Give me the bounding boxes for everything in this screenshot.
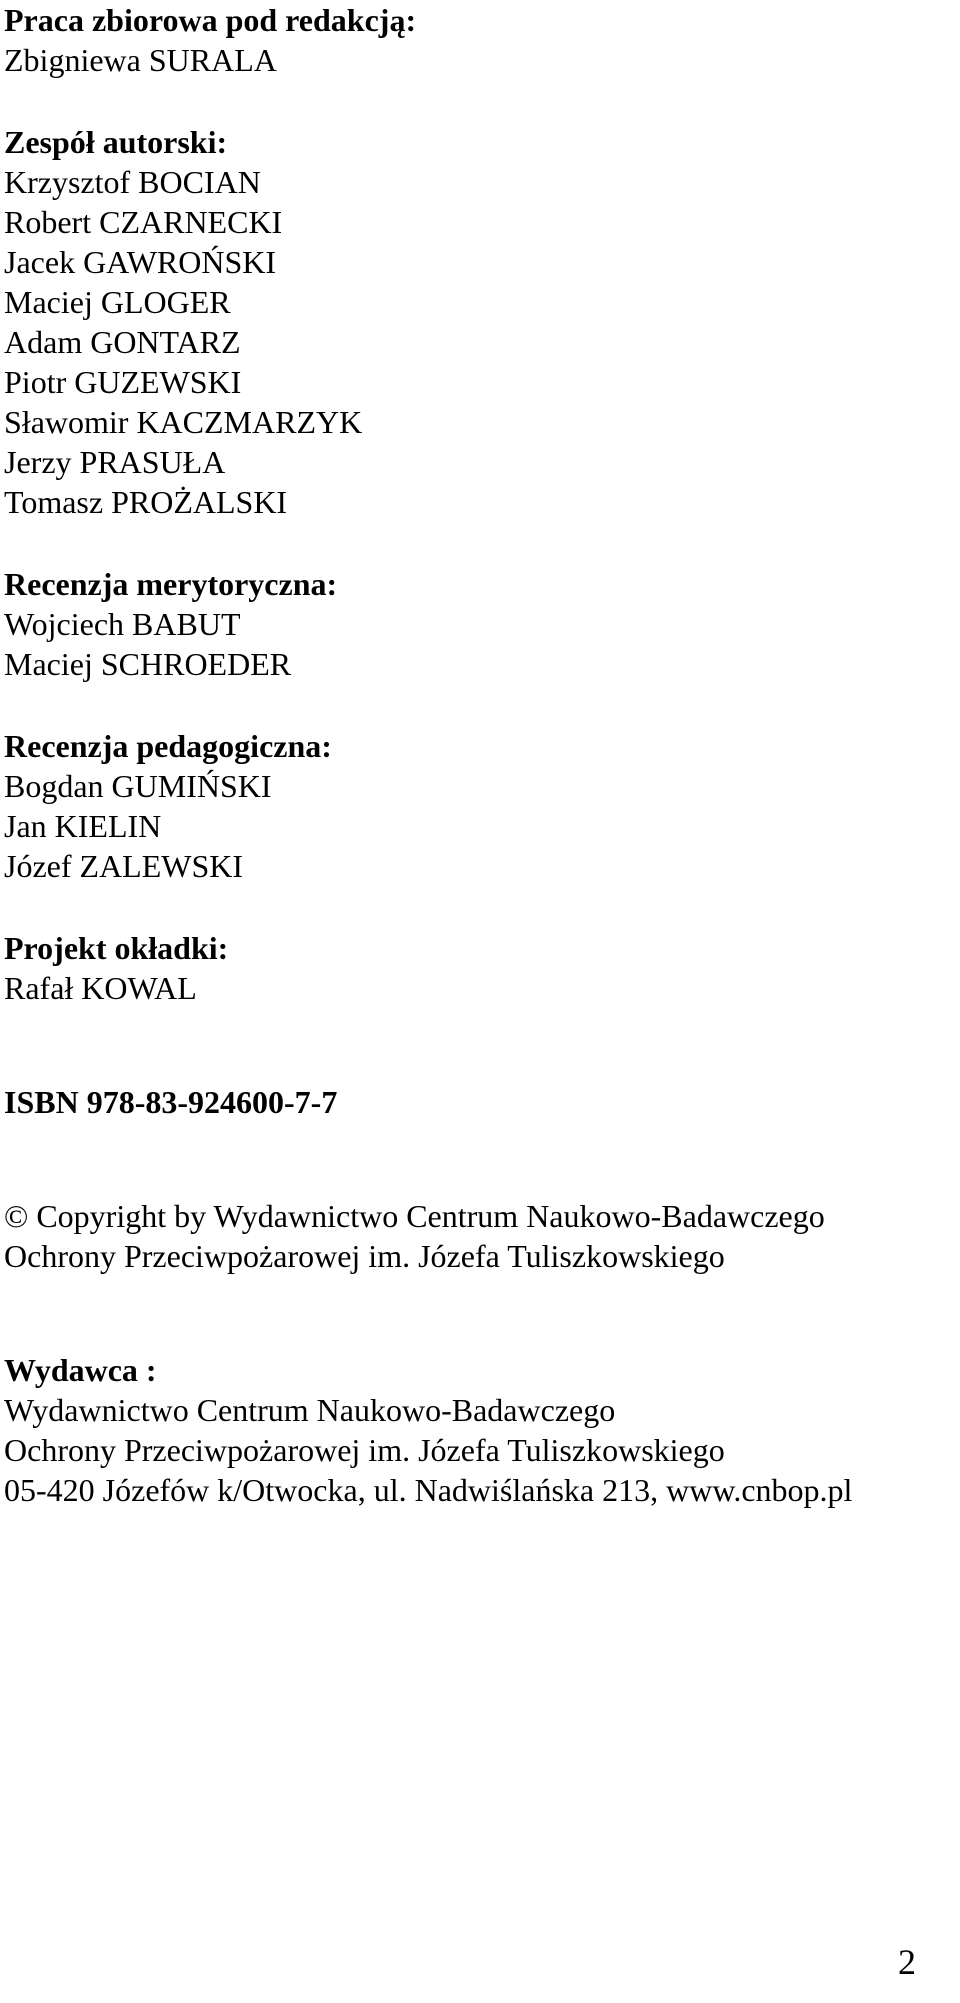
author-name: Piotr GUZEWSKI bbox=[4, 364, 242, 400]
pedagogical-review-heading: Recenzja pedagogiczna: bbox=[4, 728, 332, 764]
publisher-heading: Wydawca : bbox=[4, 1352, 157, 1388]
pedagogical-review-section bbox=[4, 726, 956, 886]
reviewer-name: Bogdan GUMIŃSKI bbox=[4, 768, 272, 804]
author-name: Sławomir KACZMARZYK bbox=[4, 404, 363, 440]
author-name: Tomasz PROŻALSKI bbox=[4, 484, 288, 520]
isbn-section bbox=[4, 1082, 956, 1122]
publisher-line: Wydawnictwo Centrum Naukowo-Badawczego bbox=[4, 1392, 616, 1428]
author-name: Maciej GLOGER bbox=[4, 284, 231, 320]
cover-section bbox=[4, 928, 956, 1008]
author-name: Adam GONTARZ bbox=[4, 324, 241, 360]
publisher-section bbox=[4, 1350, 956, 1510]
isbn: ISBN 978-83-924600-7-7 bbox=[4, 1084, 338, 1120]
editorial-section bbox=[4, 0, 956, 80]
copyright-line: Ochrony Przeciwpożarowej im. Józefa Tuliszkowskiego bbox=[4, 1238, 725, 1274]
authors-section bbox=[4, 122, 956, 522]
substantive-review-heading: Recenzja merytoryczna: bbox=[4, 566, 338, 602]
page-number: 2 bbox=[898, 1942, 916, 1982]
author-name: Robert CZARNECKI bbox=[4, 204, 283, 240]
reviewer-name: Jan KIELIN bbox=[4, 808, 162, 844]
cover-designer-name: Rafał KOWAL bbox=[4, 970, 197, 1006]
publisher-address: 05-420 Józefów k/Otwocka, ul. Nadwiślańska 213, www.cnbop.pl bbox=[4, 1472, 853, 1508]
substantive-review-section bbox=[4, 564, 956, 684]
copyright-section bbox=[4, 1196, 956, 1276]
author-name: Krzysztof BOCIAN bbox=[4, 164, 261, 200]
copyright-line: © Copyright by Wydawnictwo Centrum Naukowo-Badawczego bbox=[4, 1198, 825, 1234]
colophon-page bbox=[4, 0, 956, 1510]
editorial-heading: Praca zbiorowa pod redakcją: bbox=[4, 2, 417, 38]
author-name: Jerzy PRASUŁA bbox=[4, 444, 226, 480]
reviewer-name: Józef ZALEWSKI bbox=[4, 848, 244, 884]
reviewer-name: Wojciech BABUT bbox=[4, 606, 241, 642]
publisher-line: Ochrony Przeciwpożarowej im. Józefa Tuliszkowskiego bbox=[4, 1432, 725, 1468]
author-name: Jacek GAWROŃSKI bbox=[4, 244, 277, 280]
editor-name: Zbigniewa SURALA bbox=[4, 42, 277, 78]
cover-heading: Projekt okładki: bbox=[4, 930, 229, 966]
reviewer-name: Maciej SCHROEDER bbox=[4, 646, 292, 682]
authors-heading: Zespół autorski: bbox=[4, 124, 228, 160]
